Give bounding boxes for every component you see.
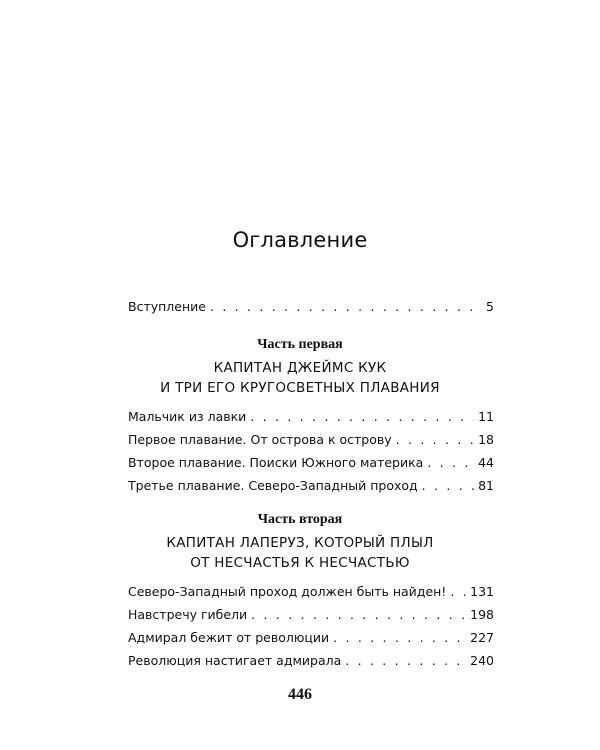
toc-entry[interactable]	[128, 584, 494, 599]
dot-leader	[422, 478, 474, 493]
toc-entry[interactable]	[128, 409, 494, 424]
dot-leader	[345, 653, 466, 668]
toc-entry-page: 11	[478, 409, 494, 424]
dot-leader	[396, 432, 474, 447]
part-two-title-line2: ОТ НЕСЧАСТЬЯ К НЕСЧАСТЬЮ	[190, 555, 410, 571]
part-one-heading: Часть первая	[257, 337, 343, 352]
toc-entry-intro[interactable]	[128, 299, 494, 314]
dot-leader	[250, 409, 474, 424]
toc-entry-label: Мальчик из лавки	[128, 409, 247, 424]
dot-leader	[333, 630, 466, 645]
toc-entry-label: Навстречу гибели	[128, 607, 248, 622]
toc-entry-page: 5	[486, 299, 494, 314]
toc-entry-label: Вступление	[128, 299, 206, 314]
part-one-title-line2: И ТРИ ЕГО КРУГОСВЕТНЫХ ПЛАВАНИЯ	[160, 380, 440, 396]
dot-leader	[210, 299, 482, 314]
toc-entry[interactable]	[128, 630, 494, 645]
toc-entry[interactable]	[128, 455, 494, 470]
dot-leader	[450, 584, 466, 599]
toc-entry-label: Революция настигает адмирала	[128, 653, 342, 668]
dot-leader	[251, 607, 466, 622]
toc-entry[interactable]	[128, 478, 494, 493]
part-two-title-line1: КАПИТАН ЛАПЕРУЗ, КОТОРЫЙ ПЛЫЛ	[166, 535, 434, 551]
toc-entry-page: 240	[470, 653, 494, 668]
toc-entry-label: Северо-Западный проход должен быть найден!	[128, 584, 447, 599]
toc-entry-label: Третье плавание. Северо-Западный проход	[128, 478, 418, 493]
page-title: Оглавление	[232, 228, 368, 252]
toc-entry-page: 18	[478, 432, 494, 447]
toc-entry-label: Первое плавание. От острова к острову	[128, 432, 392, 447]
toc-entry-label: Второе плавание. Поиски Южного материка	[128, 455, 424, 470]
page-number: 446	[288, 686, 312, 703]
dot-leader	[427, 455, 474, 470]
toc-entry-page: 198	[470, 607, 494, 622]
part-two-heading: Часть вторая	[257, 512, 343, 527]
part-one-title-line1: КАПИТАН ДЖЕЙМС КУК	[213, 360, 387, 376]
toc-entry-page: 131	[470, 584, 494, 599]
toc-entry[interactable]	[128, 607, 494, 622]
toc-entry-page: 44	[478, 455, 494, 470]
toc-entry-page: 227	[470, 630, 494, 645]
toc-entry-label: Адмирал бежит от революции	[128, 630, 330, 645]
toc-entry-page: 81	[478, 478, 494, 493]
toc-entry[interactable]	[128, 653, 494, 668]
toc-entry[interactable]	[128, 432, 494, 447]
